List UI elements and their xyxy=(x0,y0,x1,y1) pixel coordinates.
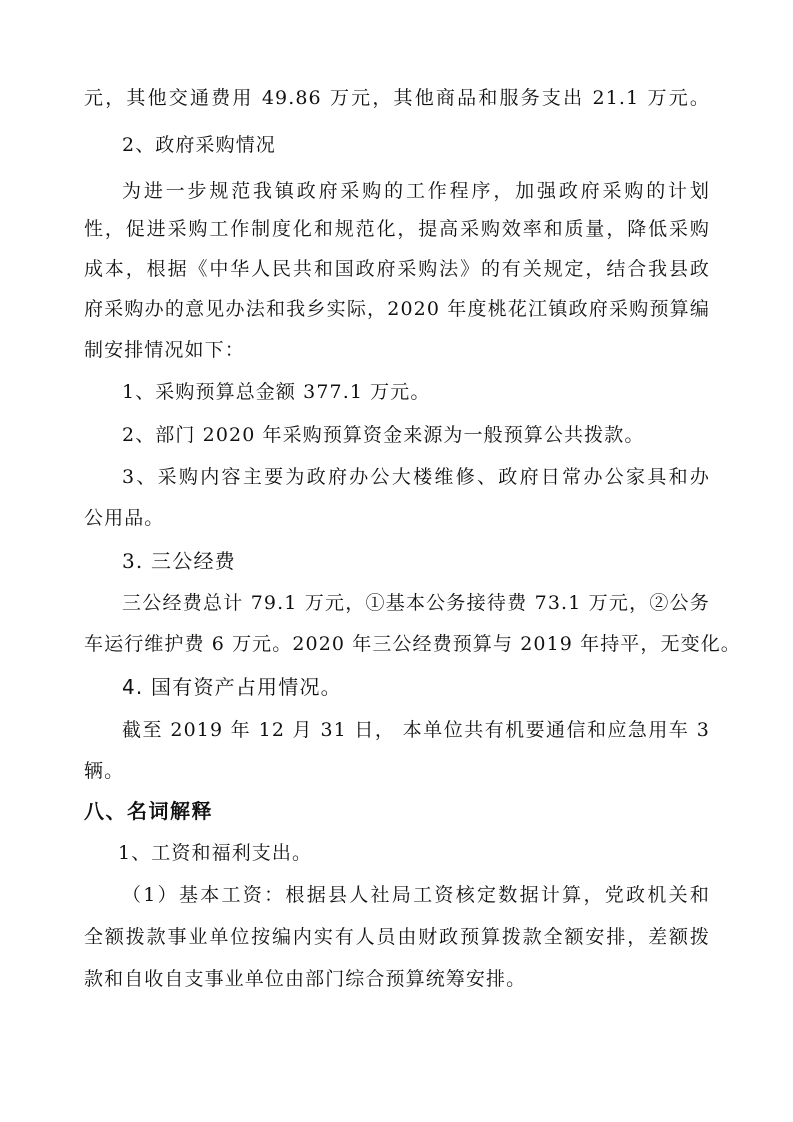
list-item: 1、采购预算总金额 377.1 万元。 xyxy=(122,381,431,403)
body-text-line: 全额拨款事业单位按编内实有人员由财政预算拨款全额安排，差额拨 xyxy=(84,926,710,948)
list-item: 2、部门 2020 年采购预算资金来源为一般预算公共拨款。 xyxy=(122,424,645,446)
body-text-line: 为进一步规范我镇政府采购的工作程序，加强政府采购的计划 xyxy=(122,180,710,202)
list-item: 3、采购内容主要为政府办公大楼维修、政府日常办公家具和办 xyxy=(122,466,710,488)
body-text-line: 截至 2019 年 12 月 31 日， 本单位共有机要通信和应急用车 3 xyxy=(122,719,710,741)
body-text-line: 辆。 xyxy=(84,760,125,782)
body-text-line: （1）基本工资：根据县人社局工资核定数据计算，党政机关和 xyxy=(122,884,710,906)
body-text-line: 公用品。 xyxy=(84,507,165,529)
body-text-line: 府采购办的意见办法和我乡实际，2020 年度桃花江镇政府采购预算编 xyxy=(84,298,710,320)
body-text-line: 制安排情况如下： xyxy=(84,339,245,361)
body-text-line: 元，其他交通费用 49.86 万元，其他商品和服务支出 21.1 万元。 xyxy=(84,87,710,109)
subsection-heading: 2、政府采购情况 xyxy=(122,134,276,156)
body-text-line: 三公经费总计 79.1 万元，①基本公务接待费 73.1 万元，②公务 xyxy=(122,592,710,614)
body-text-line: 性，促进采购工作制度化和规范化，提高采购效率和质量，降低采购 xyxy=(84,218,710,240)
body-text-line: 车运行维护费 6 万元。2020 年三公经费预算与 2019 年持平，无变化。 xyxy=(84,633,741,655)
section-heading: 八、名词解释 xyxy=(84,799,213,823)
body-text-line: 款和自收自支事业单位由部门综合预算统筹安排。 xyxy=(84,968,527,990)
subsection-heading: 1、工资和福利支出。 xyxy=(118,842,313,864)
body-text-line: 成本，根据《中华人民共和国政府采购法》的有关规定，结合我县政 xyxy=(84,258,710,280)
subsection-heading: 4. 国有资产占用情况。 xyxy=(122,675,342,699)
subsection-heading: 3. 三公经费 xyxy=(122,549,236,573)
